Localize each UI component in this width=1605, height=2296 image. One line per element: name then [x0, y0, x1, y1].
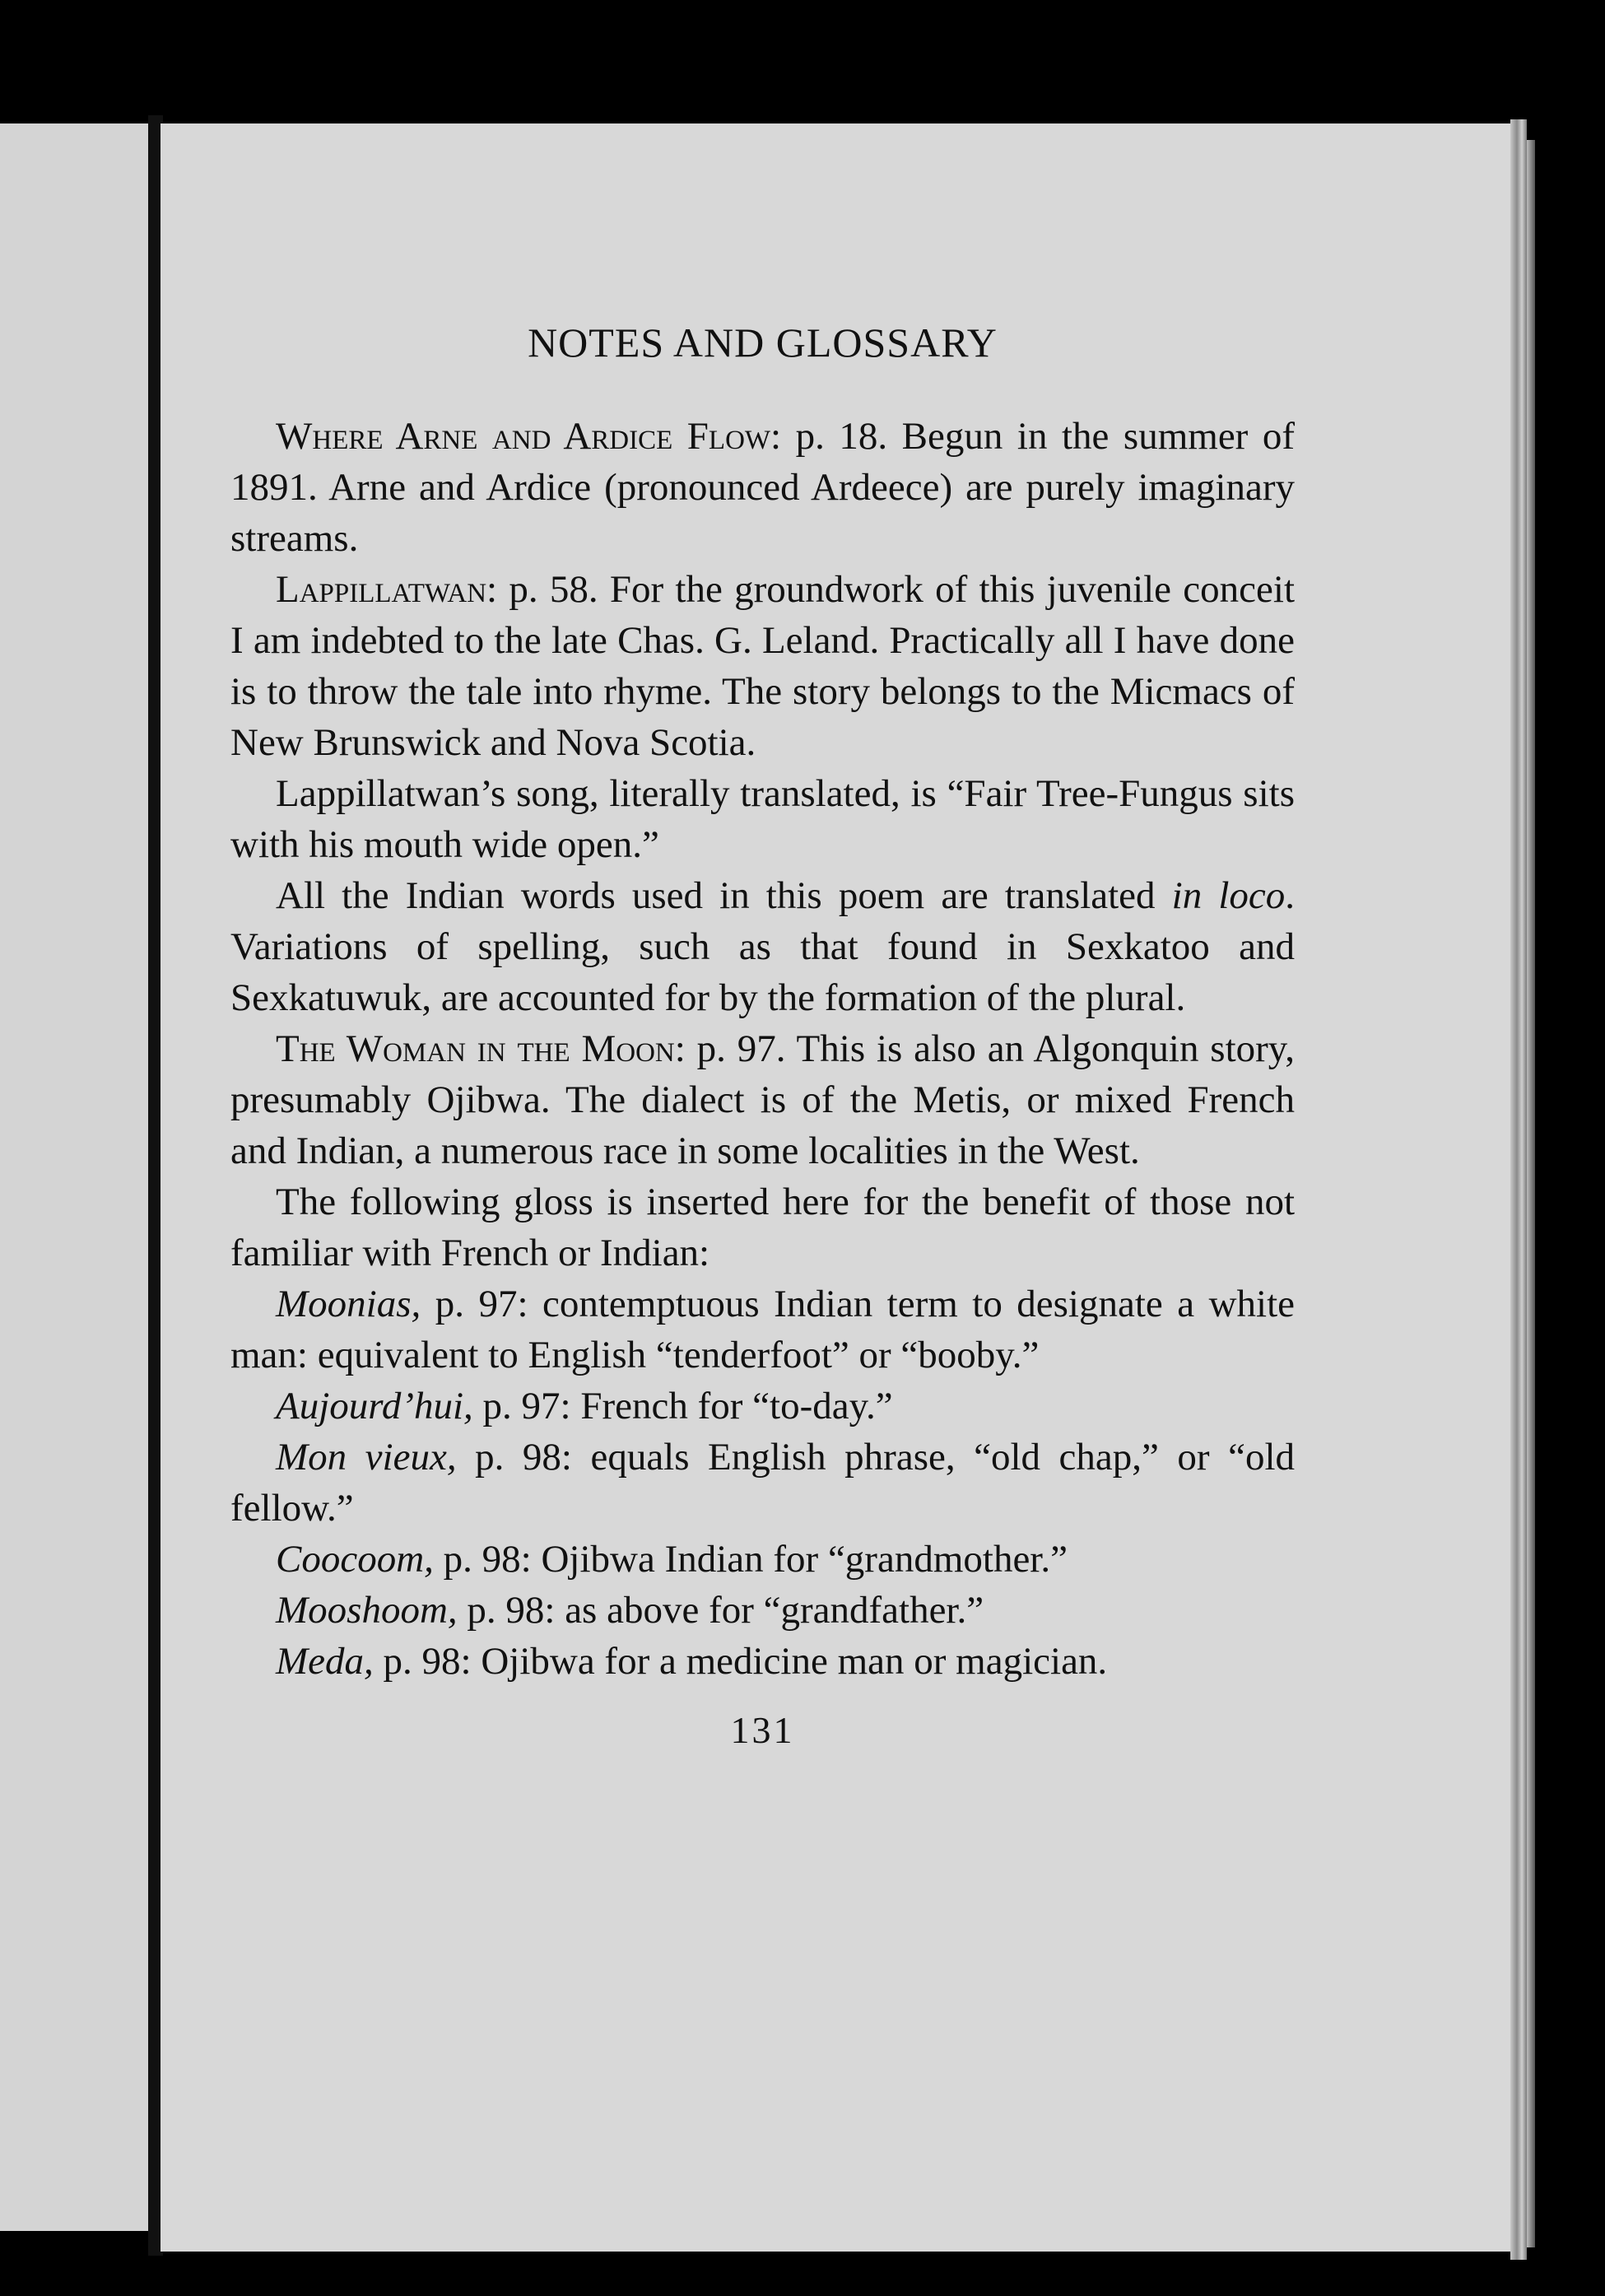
- gloss-entry-mooshoom: [230, 1585, 1295, 1636]
- gloss-term: Aujourd’hui,: [276, 1385, 473, 1427]
- gloss-definition: p. 98: as above for “grandfather.”: [457, 1589, 984, 1632]
- note-gloss-intro: The following gloss is inserted here for the benefit of those not familiar with French or Indian:: [230, 1181, 1295, 1274]
- page-number: 131: [730, 1709, 795, 1751]
- note-heading: Lappillatwan:: [276, 568, 498, 611]
- note-arne-ardice: [230, 411, 1295, 564]
- gloss-entry-meda: [230, 1636, 1295, 1687]
- note-body: p. 18. Begun in the summer of 1891. Arne and Ardice (pronounced Ardeece) are purely imaginary streams.: [230, 415, 1296, 560]
- gloss-term: Moonias,: [276, 1283, 421, 1325]
- note-heading: Where Arne and Ardice Flow:: [276, 415, 782, 458]
- gloss-entry-moonias: [230, 1278, 1295, 1381]
- page-stack-shadow: [1527, 140, 1535, 2247]
- note-woman-in-moon: [230, 1023, 1295, 1176]
- gloss-entry-mon-vieux: [230, 1432, 1295, 1534]
- page-text: [230, 317, 1295, 1756]
- page-stack-edge: [1510, 119, 1527, 2260]
- note-body: . Variations of spelling, such as that found in Sexkatoo and Sexkatuwuk, are accounted for by the formation of the plural.: [230, 874, 1295, 1019]
- gloss-term: Mon vieux,: [276, 1436, 457, 1479]
- gloss-definition: p. 97: French for “to-day.”: [472, 1385, 893, 1427]
- gloss-definition: p. 98: Ojibwa Indian for “grandmother.”: [433, 1538, 1068, 1581]
- gloss-definition: p. 98: equals English phrase, “old chap,” or “old fellow.”: [230, 1436, 1296, 1530]
- gloss-term: Meda,: [276, 1640, 374, 1683]
- note-lappillatwan: [230, 564, 1295, 768]
- gloss-term: Coocoom,: [276, 1538, 434, 1581]
- note-body: All the Indian words used in this poem are translated: [276, 874, 1172, 917]
- note-body: p. 97. This is also an Algonquin story, presumably Ojibwa. The dialect is of the Metis, or mixed French and Indian, a numerous race in some localities in the West.: [230, 1027, 1295, 1172]
- note-indian-words: [230, 870, 1295, 1023]
- left-page-edge: [0, 123, 152, 2231]
- note-italic-phrase: in loco: [1171, 874, 1286, 917]
- gloss-definition: p. 97: contemptuous Indian term to designate a white man: equivalent to English “tenderfoot” or “booby.”: [230, 1283, 1295, 1376]
- gloss-entry-aujourdhui: [230, 1381, 1295, 1432]
- gloss-definition: p. 98: Ojibwa for a medicine man or magician.: [373, 1640, 1108, 1683]
- note-song-translation: Lappillatwan’s song, literally translated, is “Fair Tree-Fungus sits with his mouth wide open.”: [230, 772, 1295, 866]
- gloss-entry-coocoom: [230, 1534, 1295, 1585]
- gloss-term: Mooshoom,: [276, 1589, 458, 1632]
- note-body: p. 58. For the groundwork of this juvenile conceit I am indebted to the late Chas. G. Leland. Practically all I have done is to throw the tale into rhyme. The story belongs to the Micmacs of New Brunswick and Nova Scotia.: [230, 568, 1295, 764]
- note-heading: The Woman in the Moon:: [276, 1027, 686, 1070]
- page-title: NOTES AND GLOSSARY: [528, 319, 998, 366]
